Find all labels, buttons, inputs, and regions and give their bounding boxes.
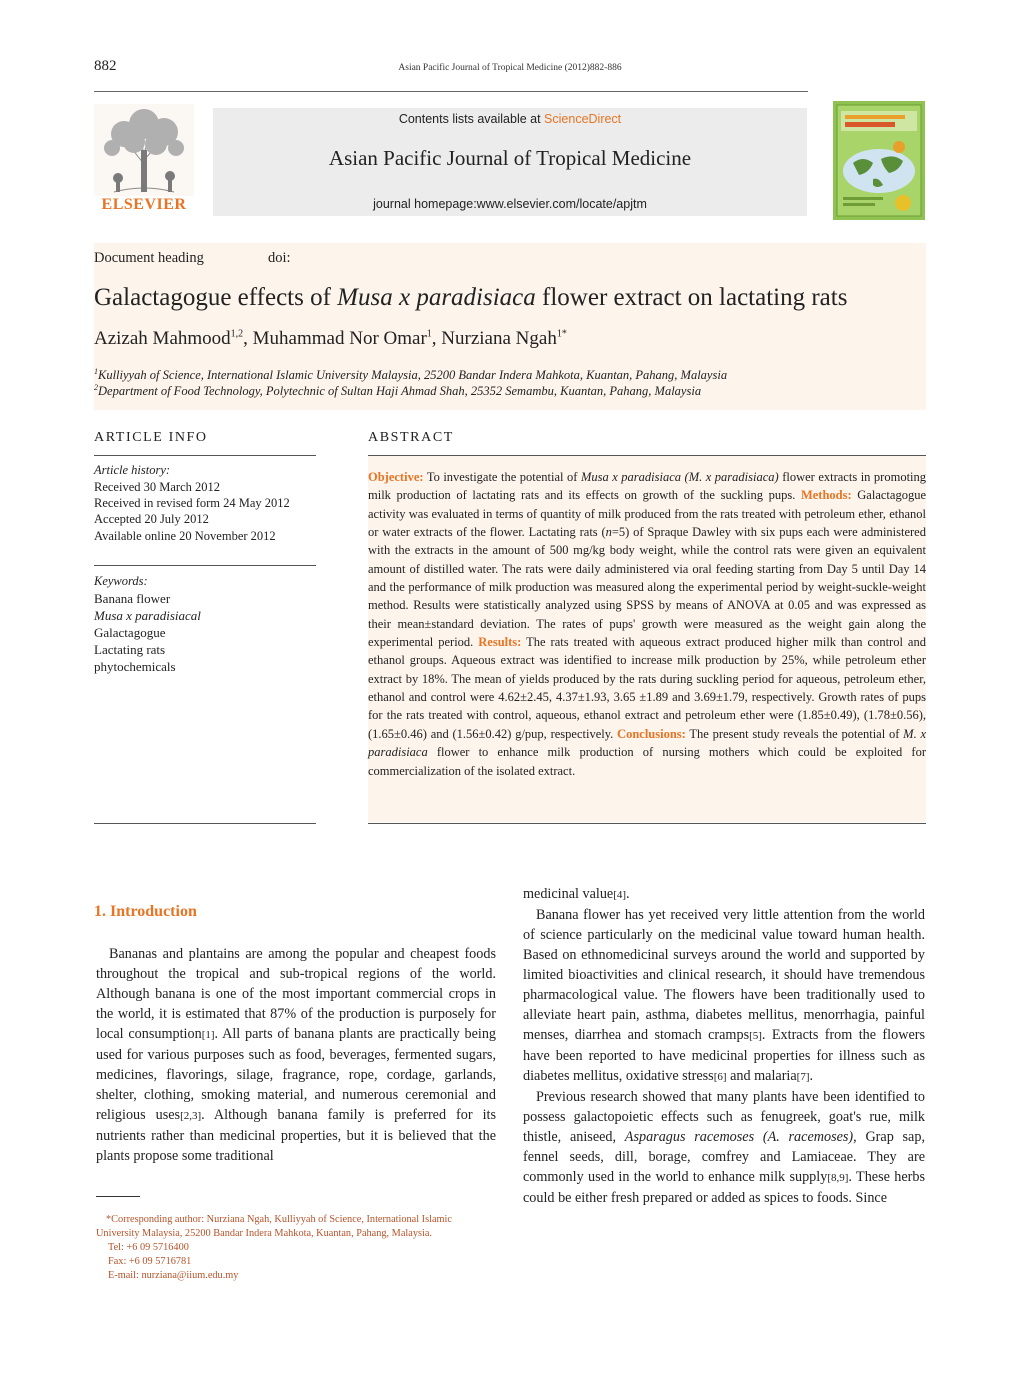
article-info-heading: ARTICLE INFO — [94, 430, 208, 445]
document-heading: Document heading — [94, 250, 204, 266]
author-list — [94, 328, 567, 350]
contents-prefix: Contents lists available at — [398, 112, 545, 126]
abstract-text — [368, 468, 926, 780]
author-telephone: Tel: +6 09 5716400 — [108, 1242, 189, 1253]
history-received: Received 30 March 2012 — [94, 480, 221, 494]
methods-n: n — [605, 525, 612, 540]
methods-label: Methods: — [800, 488, 852, 503]
species-name: Asparagus racemoses (A. racemoses) — [624, 1129, 854, 1145]
author-separator: , — [243, 328, 253, 349]
paragraph-text: , Grap sap, fennel seeds, dill, borage, comfrey and Lamiaceae. They are commonly used in the world to enhance milk supply — [523, 1129, 925, 1185]
paragraph-text: . These herbs could be either fresh prepared or added as spices to foods. Since — [523, 1169, 926, 1206]
paragraph-text: medicinal value — [523, 886, 614, 902]
history-label: Article history: — [94, 463, 171, 477]
elsevier-logo — [94, 104, 194, 216]
objective-text: To investigate the potential of — [423, 470, 581, 484]
title-species: Musa x paradisiaca — [337, 284, 536, 311]
author-affiliation-mark: 1,2 — [230, 328, 244, 340]
conclusions-text: The present study reveals the potential of — [685, 726, 904, 741]
paragraph-text: Previous research showed that many plants have been identified to possess galactopoietic effects such as fenugreek, goat's rue, milk thistle, aniseed, — [523, 1089, 925, 1145]
keywords-label: Keywords: — [94, 574, 148, 588]
article-header — [94, 243, 926, 410]
abstract-heading: ABSTRACT — [368, 430, 454, 445]
history-revised: Received in revised form 24 May 2012 — [94, 496, 290, 510]
keyword: phytochemicals — [94, 659, 176, 674]
section-heading-introduction: 1. Introduction — [94, 903, 197, 920]
doi-label: doi: — [268, 250, 291, 266]
author-name: Muhammad Nor Omar — [252, 328, 427, 349]
affiliation — [94, 367, 727, 383]
footnotes — [96, 1213, 496, 1283]
journal-cover-icon — [833, 101, 925, 220]
elsevier-wordmark: ELSEVIER — [101, 196, 187, 213]
article-info-rule — [94, 455, 316, 456]
affiliation — [94, 383, 701, 399]
paragraph-text: . Extracts from the flowers have been reported to have medicinal properties for illness such as diabetes mellitus, oxidative stress — [523, 1027, 925, 1084]
journal-homepage-link[interactable]: journal homepage:www.elsevier.com/locate/apjtm — [373, 197, 647, 211]
abstract-rule — [368, 823, 926, 824]
journal-title: Asian Pacific Journal of Tropical Medicine — [328, 146, 692, 170]
article-info-rule — [94, 565, 316, 566]
corresponding-author-note: *Corresponding author: Nurziana Ngah, Kulliyyah of Science, International Islamic University Malaysia, 25200 Bandar Indera Mahkota, Kuantan, Pahang, Malaysia. — [96, 1214, 452, 1239]
sciencedirect-link[interactable]: ScienceDirect — [544, 112, 622, 126]
history-accepted: Accepted 20 July 2012 — [94, 512, 209, 526]
header-rule — [94, 91, 808, 92]
citation-link[interactable]: [7] — [796, 1071, 810, 1083]
author-email-link[interactable]: E-mail: nurziana@iium.edu.my — [108, 1270, 239, 1281]
author-name: Azizah Mahmood — [94, 328, 231, 349]
affiliation-text: Kulliyyah of Science, International Islamic University Malaysia, 25200 Bandar Indera Mahkota, Kuantan, Pahang, Malaysia — [98, 368, 728, 383]
results-text: The rats treated with aqueous extract produced higher milk than control and ethanol groups. Aqueous extract was identified to increase milk production by 25%, while petroleum ether extract by 18%. The mean of yields produced by the rats during suckling period for aqueous, petroleum ether, ethanol and control were 4.62±2.45, 4.37±1.93, 3.65 ±1.89 and 3.69±1.79, respectively. Growth rates of pups for the rats treated with control, aqueous, ethanol extract and petroleum ether were (1.85±0.49), (1.78±0.56), (1.65±0.46) and (1.56±0.42) g/pup, respectively. — [368, 635, 926, 741]
paragraph-text: . Although banana family is preferred for its nutrients rather than medicinal properties, but it is believed that the plants propose some traditional — [96, 1107, 496, 1164]
paragraph-text: . — [809, 1068, 814, 1084]
title-prefix: Galactagogue effects of — [94, 284, 338, 311]
journal-banner — [213, 108, 807, 216]
running-head: Asian Pacific Journal of Tropical Medicine (2012)882-886 — [398, 63, 622, 73]
intro-paragraph — [523, 884, 925, 905]
intro-paragraph — [523, 905, 925, 1087]
citation-link[interactable]: [6] — [713, 1071, 727, 1083]
citation-link[interactable]: [8,9] — [827, 1172, 849, 1184]
conclusions-label: Conclusions: — [617, 726, 686, 741]
title-suffix: flower extract on lactating rats — [535, 284, 848, 311]
objective-text: flower extracts in promoting milk production of lactating rats and its effects on growth of the suckling pups. — [368, 470, 927, 503]
keyword: Lactating rats — [94, 642, 166, 657]
keyword: Musa x paradisiacal — [94, 608, 201, 623]
results-label: Results: — [478, 635, 522, 650]
affiliation-text: Department of Food Technology, Polytechnic of Sultan Haji Ahmad Shah, 25352 Semambu, Kuantan, Pahang, Malaysia — [98, 384, 702, 399]
paragraph-text: and malaria — [726, 1068, 797, 1084]
intro-paragraph — [523, 1087, 925, 1208]
affiliation-number: 2 — [94, 383, 98, 392]
footnote-rule — [96, 1196, 140, 1197]
keyword: Galactagogue — [94, 625, 166, 640]
article-info-rule — [94, 823, 316, 824]
citation-link[interactable]: [5] — [749, 1030, 762, 1042]
objective-label: Objective: — [368, 470, 424, 484]
citation-link[interactable]: [2,3] — [180, 1110, 202, 1122]
paragraph-text: . — [626, 886, 630, 902]
conclusions-text: flower to enhance milk production of nursing mothers which could be exploited for commercialization of the isolated extract. — [368, 745, 926, 778]
author-affiliation-mark: 1 — [426, 328, 432, 340]
affiliation-number: 1 — [94, 367, 98, 376]
author-separator: , — [431, 328, 442, 349]
abstract-box — [368, 456, 926, 822]
citation-link[interactable]: [1] — [201, 1029, 215, 1041]
conclusions-species: M. x paradisiaca — [368, 726, 927, 760]
paragraph-text: . All parts of banana plants are practically being used for various purposes such as food, beverages, fermented sugars, medicines, flavorings, silage, fragrance, rope, cordage, garlands, shelter, clothing, smoking material, and numerous ceremonial and religious uses — [96, 1026, 497, 1123]
keyword: Banana flower — [94, 591, 171, 606]
right-column — [523, 884, 925, 1208]
journal-cover-image — [833, 101, 925, 220]
tree-icon — [94, 104, 194, 196]
article-title — [94, 284, 847, 312]
objective-species: Musa x paradisiaca (M. x paradisiaca) — [580, 470, 779, 484]
methods-text: =5) of Spraque Dawley with six pups each were administered with the extracts in the amount of 500 mg/kg body weight, while the control rats were given an equivalent amount of distilled water. The rats were daily administered via oral feeding starting from Day 5 until Day 14 and the performance of milk production was measured along the experimental period by weight-suckle-weight method. Results were statistically analyzed using SPSS by means of ANOVA at 0.05 and was expressed as their mean±standard deviation. The rates of pups' growth were measured as the weight gain along the experimental period. — [368, 525, 926, 650]
contents-line — [213, 112, 807, 126]
methods-text: Galactagogue activity was evaluated in terms of quantity of milk produced from the rats treated with petroleum ether, ethanol or water extracts of the flower. Lactating rats ( — [368, 488, 926, 540]
author-name: Nurziana Ngah — [441, 328, 557, 349]
history-online: Available online 20 November 2012 — [94, 529, 276, 543]
author-fax: Fax: +6 09 5716781 — [108, 1256, 192, 1267]
paragraph-text: Bananas and plantains are among the popular and cheapest foods throughout the tropical and sub-tropical regions of the world. Although banana is one of the most important commercial crops in the world, it is estimated that 87% of the production is purposely for local consumption — [96, 946, 496, 1042]
citation-link[interactable]: [4] — [613, 889, 627, 901]
author-affiliation-mark: 1* — [556, 328, 567, 340]
intro-paragraph — [96, 944, 496, 1166]
page-number: 882 — [94, 58, 117, 74]
paragraph-text: Banana flower has yet received very little attention from the world of science particularly on the medicinal value toward human health. Based on ethnomedicinal surveys around the world and supported by limited bioactivities and clinical research, it should have tremendous pharmacological value. The flowers have been traditionally used to alleviate heart pain, asthma, diabetes mellitus, menorrhagia, painful menses, diarrhea and stomach cramps — [523, 907, 925, 1043]
